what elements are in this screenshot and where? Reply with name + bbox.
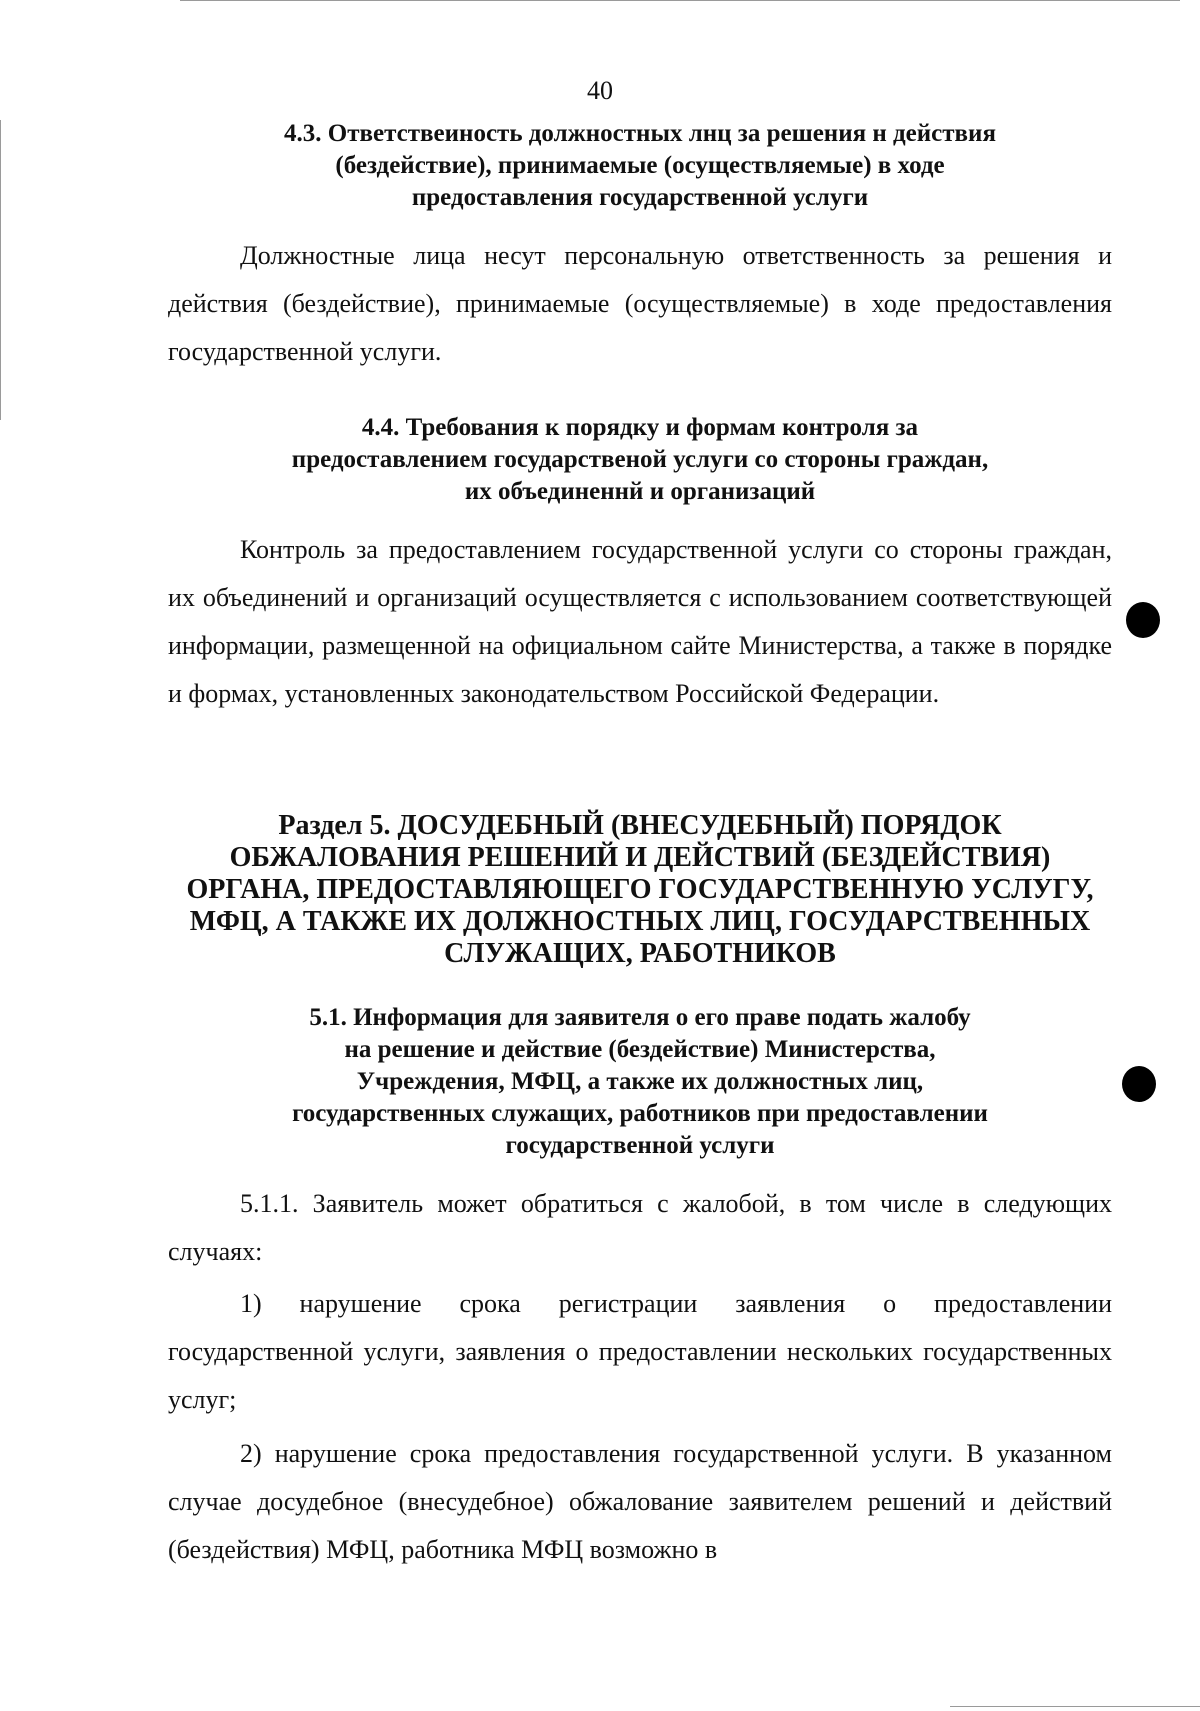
page-number: 40 (587, 76, 613, 105)
heading-line: 4.4. Требования к порядку и формам контроля за (361, 414, 919, 441)
heading-line: 5.1. Информация для заявителя о его праве подать жалобу (309, 1004, 971, 1031)
paragraph-5-1-1: 5.1.1. Заявитель может обратиться с жалобой, в том числе в следующих случаях: (168, 1189, 1112, 1266)
heading-line: МФЦ, А ТАКЖЕ ИХ ДОЛЖНОСТНЫХ ЛИЦ, ГОСУДАРСТВЕННЫХ (189, 906, 1091, 937)
heading-line: Раздел 5. ДОСУДЕБНЫЙ (ВНЕСУДЕБНЫЙ) ПОРЯДОК (278, 810, 1002, 841)
scan-edge-bottom (950, 1706, 1200, 1707)
paragraph-4-3: Должностные лица несут персональную ответственность за решения и действия (бездействие), принимаемые (осуществляемые) в ходе предоставления государственной услуги. (168, 241, 1112, 366)
list-item-2: 2) нарушение срока предоставления государственной услуги. В указанном случае досудебное (внесудебное) обжалование заявителем решений и действий (бездействия) МФЦ, работника МФЦ возможно в (168, 1439, 1112, 1564)
hole-punch-mark (1126, 602, 1160, 638)
scan-edge-left (0, 120, 1, 420)
heading-line: ОБЖАЛОВАНИЯ РЕШЕНИЙ И ДЕЙСТВИЙ (БЕЗДЕЙСТВИЯ) (229, 842, 1051, 873)
hole-punch-mark (1122, 1066, 1156, 1102)
list-item-1: 1) нарушение срока регистрации заявления о предоставлении государственной услуги, заявления о предоставлении нескольких государственных услуг; (168, 1289, 1112, 1414)
heading-4-4 (160, 412, 1120, 508)
heading-4-3 (160, 118, 1120, 214)
heading-section-5 (160, 810, 1120, 970)
heading-line: предоставления государственной услуги (411, 184, 869, 211)
heading-line: государственных служащих, работников при предоставлении (292, 1100, 988, 1127)
scan-edge-top (180, 0, 1180, 1)
heading-line: ОРГАНА, ПРЕДОСТАВЛЯЮЩЕГО ГОСУДАРСТВЕННУЮ УСЛУГУ, (186, 874, 1094, 905)
paragraph-4-4: Контроль за предоставлением государственной услуги со стороны граждан, их объединений и организаций осуществляется с использованием соответствующей информации, размещенной на официальном сайте Министерства, а также в порядке и формах, установленных законодательством Российской Федерации. (168, 535, 1112, 708)
heading-5-1 (160, 1002, 1120, 1162)
heading-line: 4.3. Ответствеиность должностных лнц за решения н действия (284, 120, 996, 147)
heading-line: их объединеннй и организаций (464, 478, 816, 505)
heading-line: предоставлением государственой услуги со стороны граждан, (291, 446, 989, 473)
heading-line: (бездействие), принимаемые (осуществляемые) в ходе (335, 152, 945, 179)
heading-line: на решение и действие (бездействие) Министерства, (344, 1036, 936, 1063)
heading-line: государственной услуги (505, 1132, 775, 1159)
heading-line: СЛУЖАЩИХ, РАБОТНИКОВ (444, 938, 836, 969)
heading-line: Учреждения, МФЦ, а также их должностных лиц, (356, 1068, 924, 1095)
